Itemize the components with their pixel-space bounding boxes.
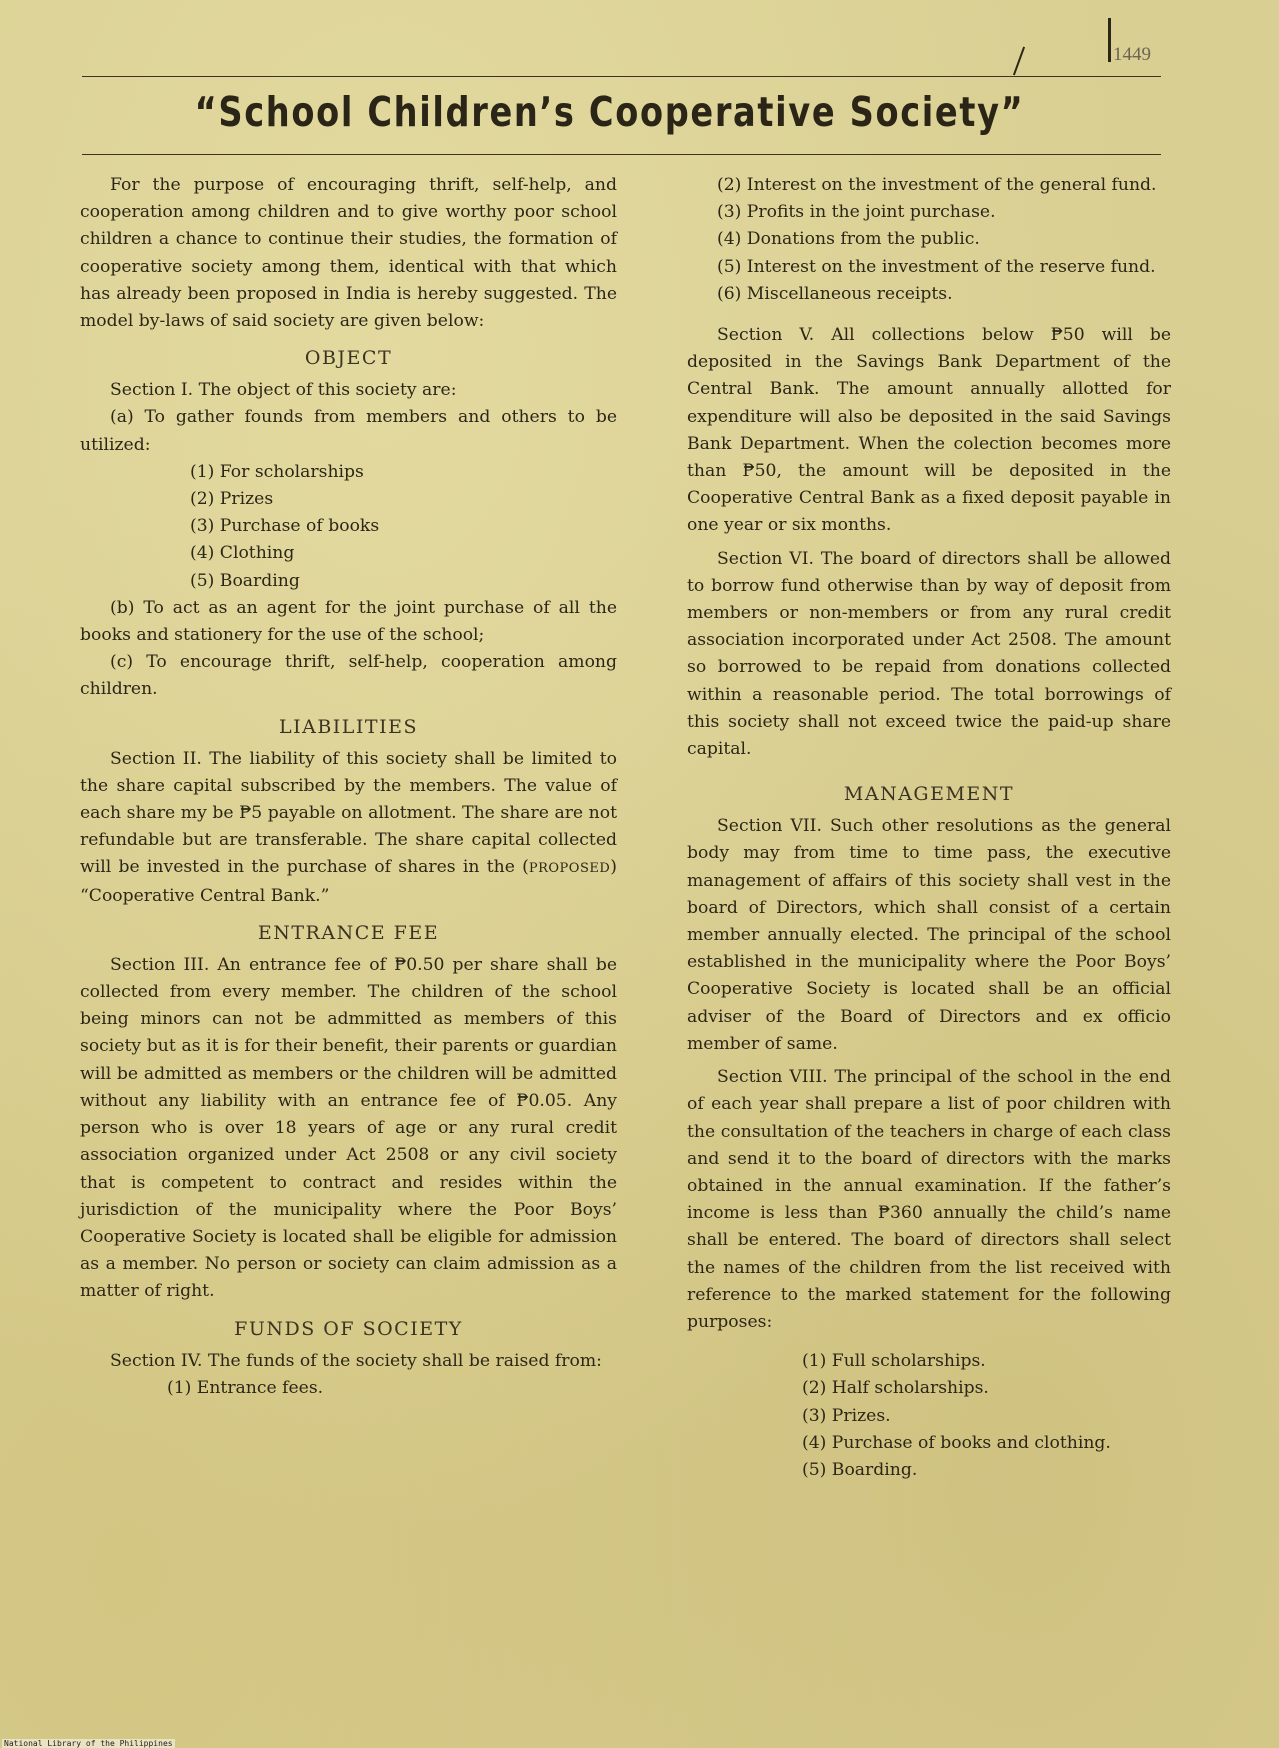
funds-item-2: (2) Interest on the investment of the general fund.	[717, 175, 1157, 195]
object-c: (c) To encourage thrift, self-help, cooperation among children.	[80, 652, 617, 700]
purpose-item-3: (3) Prizes.	[802, 1405, 891, 1426]
liabilities-proposed: PROPOSED	[528, 861, 611, 877]
purpose-item-2: (2) Half scholarships.	[802, 1378, 989, 1399]
entrance-fee-heading: ENTRANCE FEE	[257, 921, 440, 944]
purpose-item-1: (1) Full scholarships.	[802, 1351, 986, 1372]
entrance-fee-paragraph: Section III. An entrance fee of ₱0.50 per share shall be collected from every member. The children of the school being minors can not be admmitted as members of this society but as it is for their benefit, their parents or guardian will be admitted as members or the children will be admitted without any liability with an entrance fee of ₱0.05. Any person who is over 18 years of age or any rural credit association organized under Act 2508 or any civil society that is competent to contract and resides within the jurisdiction of the municipality where the Poor Boys’ Cooperative Society is located shall be eligible for admission as a member. No person or society can claim admission as a matter of right.	[80, 954, 617, 1302]
intro-paragraph: For the purpose of encouraging thrift, self-help, and cooperation among children and to give worthy poor school children a chance to continue their studies, the formation of cooperative society among them, identical with that which has already been proposed in India is hereby suggested. The model by-laws of said society are given below:	[80, 175, 617, 332]
title-rule	[82, 154, 1161, 155]
margin-mark-right	[1108, 18, 1111, 62]
liabilities-text-2: ) “Cooperative Central Bank.”	[80, 857, 617, 906]
object-section: Section I. The object of this society are:	[110, 380, 457, 401]
right-column	[687, 172, 1171, 1484]
left-column	[80, 172, 617, 1402]
funds-paragraph: Section IV. The funds of the society shall be raised from:	[110, 1350, 602, 1371]
section-vii: Section VII. Such other resolutions as the general body may from time to time pass, the executive management of affairs of this society shall vest in the board of Directors, which shall consist of a certain member annually elected. The principal of the school established in the municipality where the Poor Boys’ Cooperative Society is located shall be an official adviser of the Board of Directors and ex officio member of same.	[687, 816, 1171, 1054]
object-item-1: (1) For scholarships	[190, 461, 364, 482]
object-item-3: (3) Purchase of books	[190, 516, 380, 537]
liabilities-heading: LIABILITIES	[279, 715, 418, 738]
top-rule	[82, 76, 1161, 77]
liabilities-paragraph	[80, 746, 617, 910]
purpose-item-4: (4) Purchase of books and clothing.	[802, 1432, 1111, 1453]
management-heading: MANAGEMENT	[843, 783, 1015, 806]
page-number: 1449	[1113, 44, 1151, 65]
funds-item-1: (1) Entrance fees.	[167, 1377, 324, 1398]
library-credit: National Library of the Philippines	[4, 1739, 173, 1748]
object-item-2: (2) Prizes	[190, 489, 274, 510]
funds-item-3: (3) Profits in the joint purchase.	[717, 202, 996, 223]
object-heading: OBJECT	[304, 347, 393, 370]
funds-heading: FUNDS OF SOCIETY	[234, 1317, 463, 1340]
page-title: “School Children’s Cooperative Society”	[194, 88, 1025, 136]
section-v: Section V. All collections below ₱50 will be deposited in the Savings Bank Department of the Central Bank. The amount annually allotted for expenditure will also be deposited in the said Savings Bank Department. When the colection becomes more than ₱50, the amount will be deposited in the Cooperative Central Bank as a fixed deposit payable in one year or six months.	[687, 325, 1171, 536]
object-a: (a) To gather founds from members and others to be utilized:	[80, 407, 617, 455]
section-viii: Section VIII. The principal of the school in the end of each year shall prepare a list of poor children with the consultation of the teachers in charge of each class and send it to the board of directors with the marks obtained in the annual examination. If the father’s income is less than ₱360 annually the child’s name shall be entered. The board of directors shall select the names of the children from the list received with reference to the marked statement for the following purposes:	[687, 1067, 1171, 1332]
purpose-item-5: (5) Boarding.	[802, 1459, 918, 1480]
section-vi: Section VI. The board of directors shall be allowed to borrow fund otherwise than by way of deposit from members or non-members or from any rural credit association incorporated under Act 2508. The amount so borrowed to be repaid from donations collected within a reasonable period. The total borrowings of this society shall not exceed twice the paid-up share capital.	[687, 548, 1171, 760]
object-b: (b) To act as an agent for the joint purchase of all the books and stationery for the use of the school;	[80, 597, 617, 646]
funds-item-4: (4) Donations from the public.	[717, 229, 980, 250]
object-item-4: (4) Clothing	[190, 543, 295, 564]
funds-item-5: (5) Interest on the investment of the reserve fund.	[717, 256, 1156, 277]
funds-item-6: (6) Miscellaneous receipts.	[717, 283, 953, 304]
margin-mark-slash	[1013, 47, 1025, 76]
object-item-5: (5) Boarding	[190, 570, 300, 591]
liabilities-text-1: Section II. The liability of this society shall be limited to the share capital subscribed by the members. The value of each share my be ₱5 payable on allotment. The share are not refundable but are transferable. The share capital collected will be invested in the purchase of shares in the (	[80, 748, 617, 878]
